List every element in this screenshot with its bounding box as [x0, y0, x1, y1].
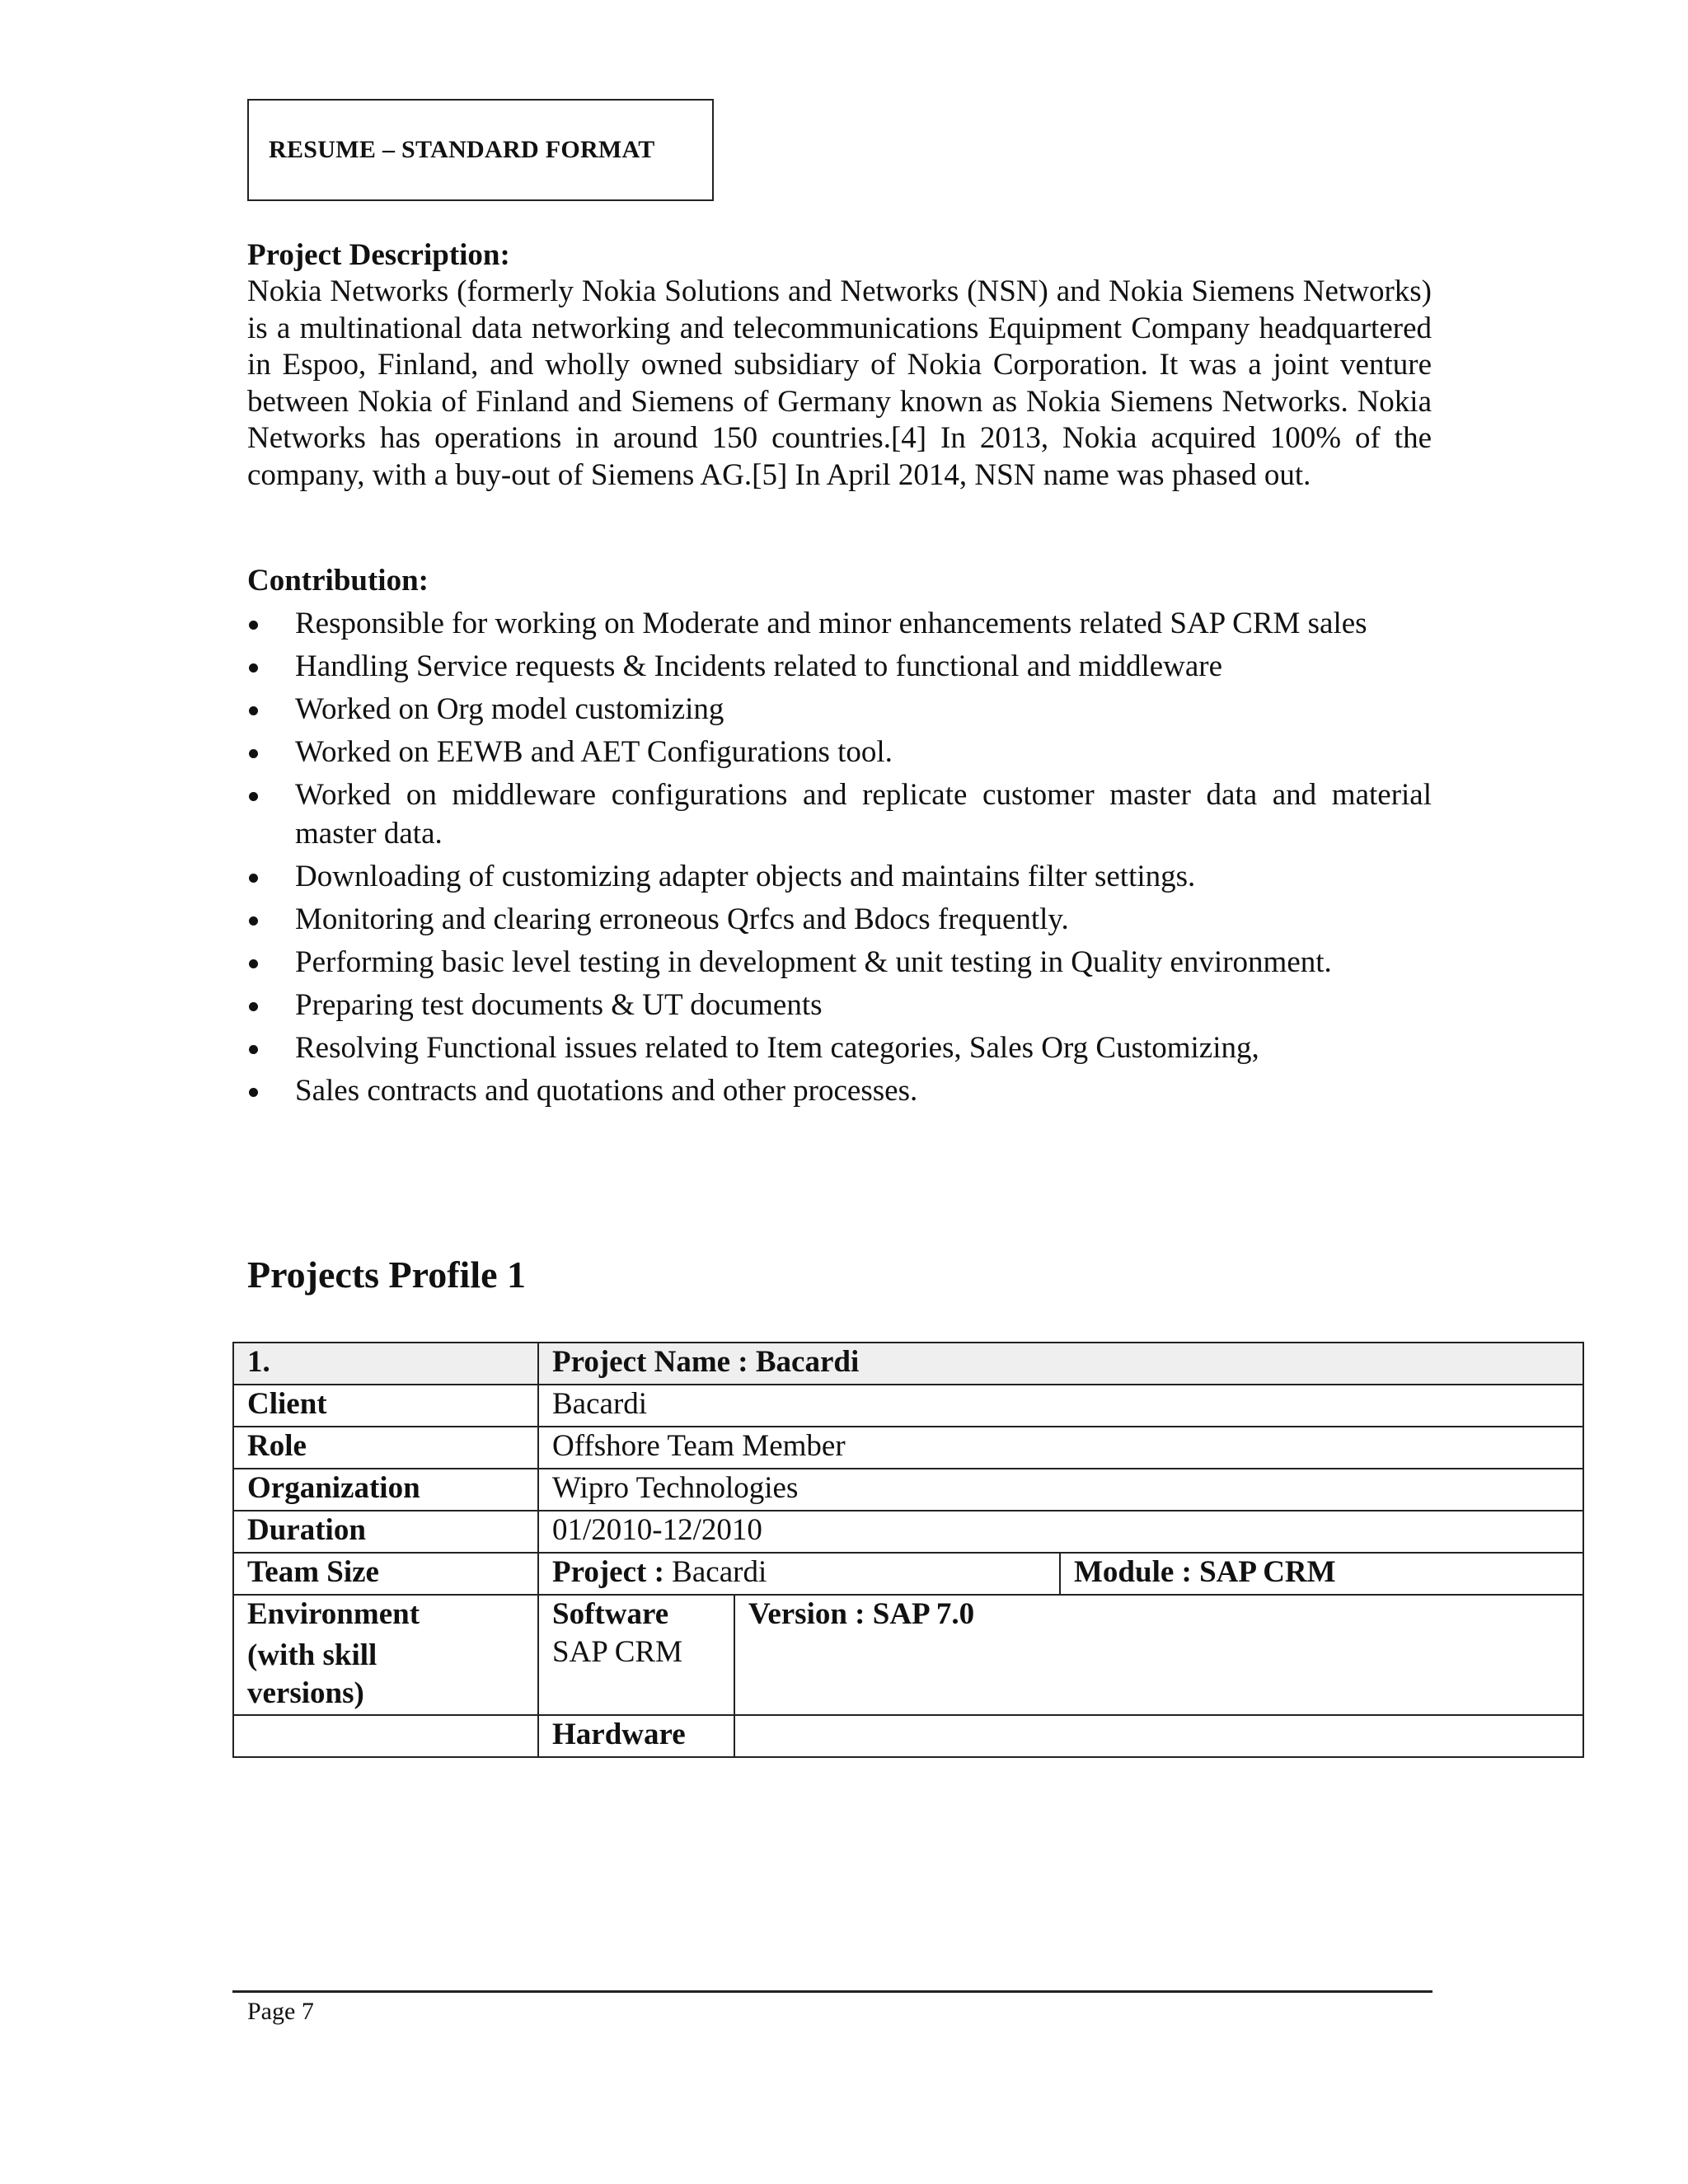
- role-value: Offshore Team Member: [538, 1427, 1583, 1469]
- list-item: Performing basic level testing in development & unit testing in Quality environment.: [247, 943, 1432, 982]
- software-value: SAP CRM: [552, 1635, 683, 1669]
- list-item: Worked on EEWB and AET Configurations tool.: [247, 733, 1432, 771]
- table-row: [233, 1595, 1583, 1715]
- projects-profile-title: Projects Profile 1: [247, 1254, 527, 1296]
- contribution-list: [247, 604, 1432, 1110]
- environment-label-sub2: versions): [247, 1676, 364, 1710]
- list-item: Responsible for working on Moderate and minor enhancements related SAP CRM sales: [247, 604, 1432, 643]
- environment-label-sub: (with skill: [247, 1638, 377, 1672]
- project-profile-table: [232, 1342, 1584, 1758]
- bullet-icon: [249, 663, 258, 673]
- bullet-icon: [249, 959, 258, 968]
- hardware-value: [734, 1715, 1583, 1757]
- contribution-section: [247, 563, 1432, 1114]
- list-item: Worked on middleware configurations and replicate customer master data and material master data.: [247, 776, 1432, 853]
- list-item: Monitoring and clearing erroneous Qrfcs and Bdocs frequently.: [247, 900, 1432, 939]
- list-item: Handling Service requests & Incidents related to functional and middleware: [247, 647, 1432, 686]
- client-value: Bacardi: [538, 1385, 1583, 1427]
- organization-label: Organization: [233, 1469, 538, 1511]
- list-item: Worked on Org model customizing: [247, 690, 1432, 729]
- environment-cell: [233, 1595, 538, 1715]
- bullet-icon: [249, 1002, 258, 1011]
- software-cell: [538, 1595, 734, 1715]
- role-label: Role: [233, 1427, 538, 1469]
- table-row: [233, 1385, 1583, 1427]
- table-row: [233, 1511, 1583, 1553]
- project-description-heading: Project Description:: [247, 238, 510, 272]
- project-number: 1.: [233, 1343, 538, 1385]
- table-row: [233, 1343, 1583, 1385]
- project-name: Project Name : Bacardi: [538, 1343, 1583, 1385]
- project-label: Project :: [552, 1555, 664, 1589]
- project-cell: [538, 1553, 1060, 1595]
- duration-label: Duration: [233, 1511, 538, 1553]
- bullet-icon: [249, 706, 258, 715]
- bullet-icon: [249, 621, 258, 630]
- page-number: Page 7: [247, 1998, 314, 2025]
- bullet-icon: [249, 874, 258, 883]
- bullet-icon: [249, 1088, 258, 1097]
- bullet-icon: [249, 749, 258, 758]
- bullet-icon: [249, 916, 258, 926]
- environment-label: Environment: [247, 1597, 420, 1631]
- list-item: Preparing test documents & UT documents: [247, 986, 1432, 1024]
- project-value: Bacardi: [672, 1555, 767, 1589]
- table-row: [233, 1469, 1583, 1511]
- duration-value: 01/2010-12/2010: [538, 1511, 1583, 1553]
- contribution-heading: Contribution:: [247, 564, 429, 598]
- software-label: Software: [552, 1597, 669, 1631]
- hardware-label: Hardware: [538, 1715, 734, 1757]
- client-label: Client: [233, 1385, 538, 1427]
- project-description-text: Nokia Networks (formerly Nokia Solutions and Networks (NSN) and Nokia Siemens Networks) is a multinational data networking and telecommunications Equipment Company headquartered in Espoo, Finland, and wholly owned subsidiary of Nokia Corporation. It was a joint venture between Nokia of Finland and Siemens of Germany known as Nokia Siemens Networks. Nokia Networks has operations in around 150 countries.[4] In 2013, Nokia acquired 100% of the company, with a buy-out of Siemens AG.[5] In April 2014, NSN name was phased out.: [247, 274, 1432, 492]
- version-value: Version : SAP 7.0: [734, 1595, 1583, 1715]
- table-row: [233, 1427, 1583, 1469]
- document-header-box: [247, 99, 714, 201]
- list-item: Sales contracts and quotations and other processes.: [247, 1071, 1432, 1110]
- empty-cell: [233, 1715, 538, 1757]
- list-item: Resolving Functional issues related to Item categories, Sales Org Customizing,: [247, 1029, 1432, 1067]
- table-row: [233, 1553, 1583, 1595]
- bullet-icon: [249, 1045, 258, 1054]
- footer-divider: [232, 1990, 1432, 1993]
- team-size-label: Team Size: [233, 1553, 538, 1595]
- list-item: Downloading of customizing adapter objects and maintains filter settings.: [247, 857, 1432, 896]
- table-row: [233, 1715, 1583, 1757]
- module-value: Module : SAP CRM: [1060, 1553, 1583, 1595]
- organization-value: Wipro Technologies: [538, 1469, 1583, 1511]
- bullet-icon: [249, 792, 258, 801]
- document-header-title: RESUME – STANDARD FORMAT: [269, 136, 655, 163]
- project-description-section: [247, 237, 1432, 494]
